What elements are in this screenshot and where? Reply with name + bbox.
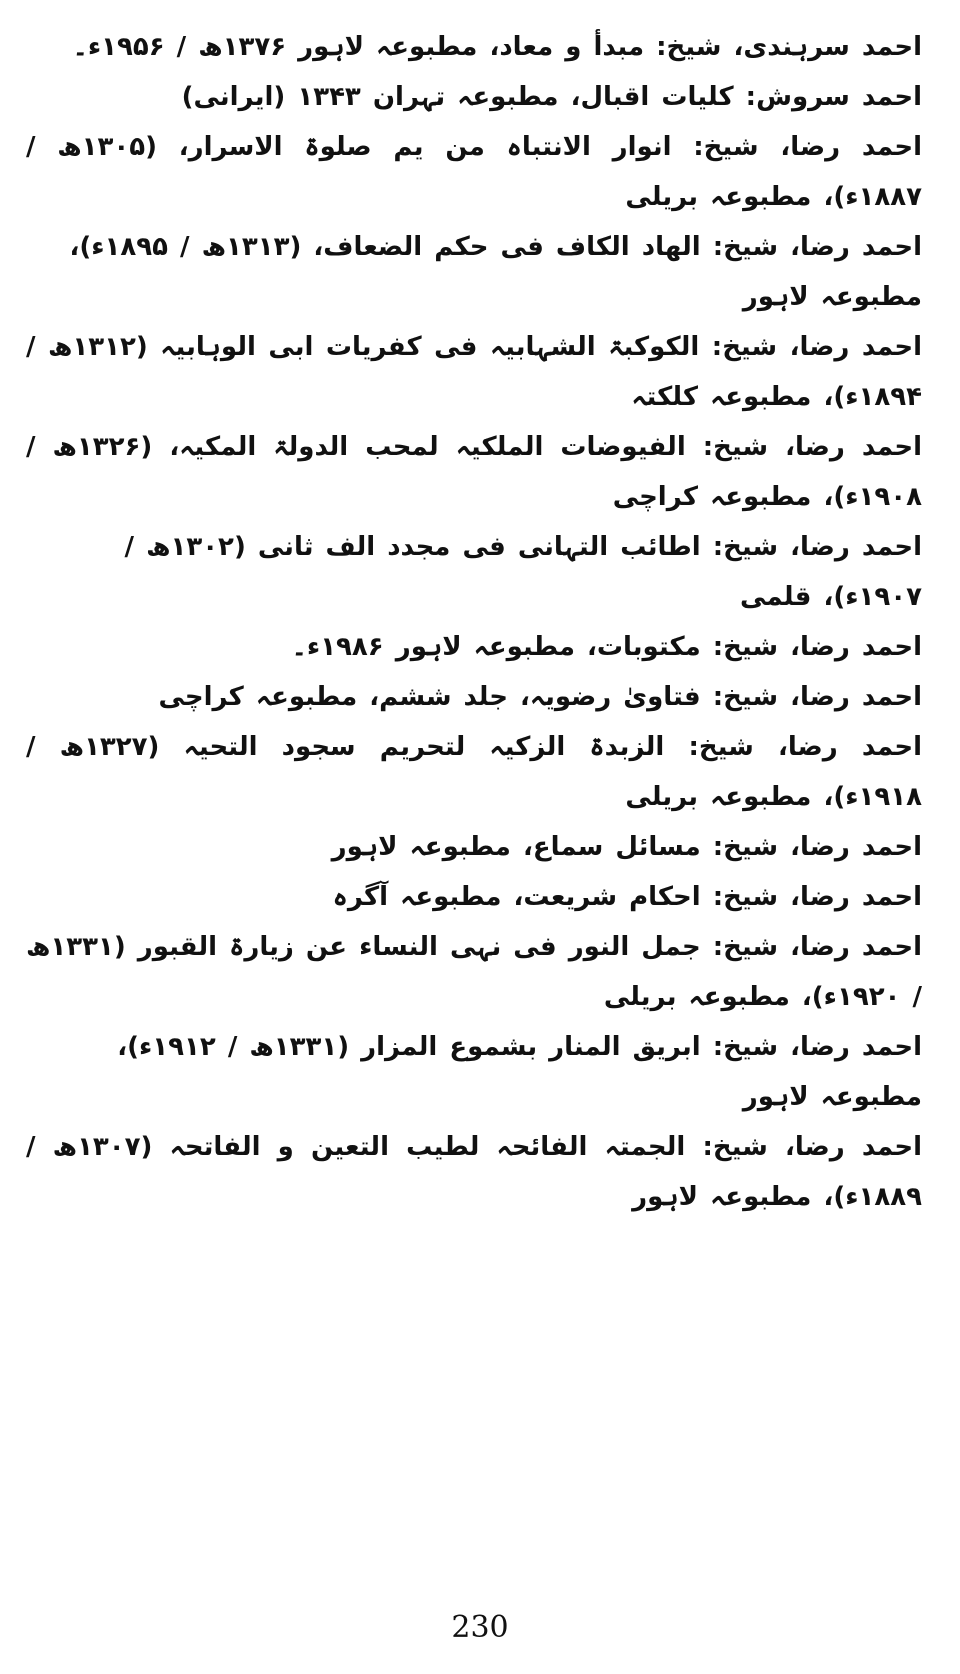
- bibliography-entry: احمد رضا، شیخ: انوار الانتباہ من یم صلوۃ الاسرار، (۱۳۰۵ھ / ۱۸۸۷ء)، مطبوعہ بریلی: [26, 132, 922, 212]
- bibliography-entry: احمد رضا، شیخ: جمل النور فی نہی النساء عن زیارۃ القبور (۱۳۳۱ھ / ۱۹۲۰ء)، مطبوعہ بریلی: [26, 932, 922, 1012]
- bibliography-entry: احمد رضا، شیخ: فتاویٰ رضویہ، جلد ششم، مطبوعہ کراچی: [158, 682, 922, 712]
- bibliography-entry: احمد رضا، شیخ: اطائب التہانی فی مجدد الف ثانی (۱۳۰۲ھ / ۱۹۰۷ء)، قلمی: [124, 532, 922, 612]
- bibliography-list: [26, 22, 922, 1222]
- bibliography-entry: احمد رضا، شیخ: مسائل سماع، مطبوعہ لاہور: [331, 832, 922, 862]
- bibliography-entry: احمد رضا، شیخ: الکوکبۃ الشہابیہ فی کفریات ابی الوہابیہ (۱۳۱۲ھ / ۱۸۹۴ء)، مطبوعہ کلکتہ: [26, 332, 922, 412]
- bibliography-entry: احمد رضا، شیخ: ابریق المنار بشموع المزار (۱۳۳۱ھ / ۱۹۱۲ء)، مطبوعہ لاہور: [117, 1032, 922, 1112]
- bibliography-entry: احمد سروش: کلیات اقبال، مطبوعہ تہران ۱۳۴۳ (ایرانی): [181, 82, 922, 112]
- bibliography-entry: احمد رضا، شیخ: مکتوبات، مطبوعہ لاہور ۱۹۸۶ء۔: [291, 632, 922, 662]
- bibliography-entry: احمد رضا، شیخ: الفیوضات الملکیہ لمحب الدولۃ المکیہ، (۱۳۲۶ھ / ۱۹۰۸ء)، مطبوعہ کراچی: [26, 432, 922, 512]
- bibliography-entry: احمد رضا، شیخ: الزبدۃ الزکیہ لتحریم سجود التحیہ (۱۳۲۷ھ / ۱۹۱۸ء)، مطبوعہ بریلی: [26, 732, 922, 812]
- bibliography-entry: احمد رضا، شیخ: الهاد الکاف فی حکم الضعاف، (۱۳۱۳ھ / ۱۸۹۵ء)، مطبوعہ لاہور: [69, 232, 922, 312]
- bibliography-entry: احمد رضا، شیخ: الجمتہ الفائحہ لطیب التعین و الفاتحہ (۱۳۰۷ھ / ۱۸۸۹ء)، مطبوعہ لاہور: [26, 1132, 922, 1212]
- bibliography-entry: احمد سرہندی، شیخ: مبدأ و معاد، مطبوعہ لاہور ۱۳۷۶ھ / ۱۹۵۶ء۔: [72, 32, 922, 62]
- page-number: 230: [451, 1610, 509, 1645]
- bibliography-entry: احمد رضا، شیخ: احکام شریعت، مطبوعہ آگرہ: [332, 882, 922, 912]
